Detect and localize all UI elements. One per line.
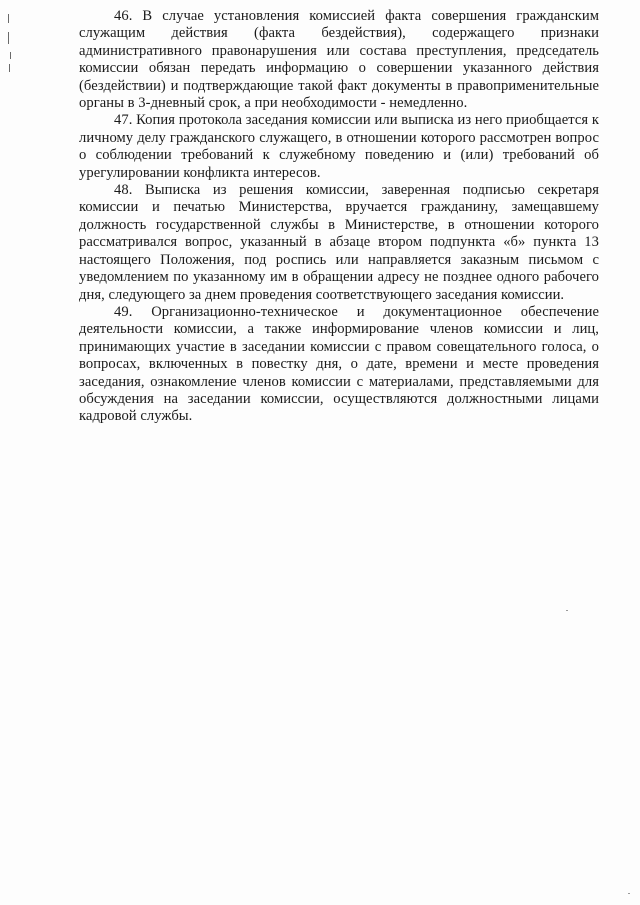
paragraph-49: 49. Организационно-техническое и документационное обеспечение деятельности комиссии, а также информирование членов комиссии и лиц, принимающих участие в заседании комиссии с правом совещательного голоса, о вопросах, включенных в повестку дня, о дате, времени и месте проведения заседания, ознакомление членов комиссии с материалами, представляемыми для обсуждения на заседании комиссии, осуществляются должностными лицами кадровой службы.	[79, 303, 599, 425]
scan-speck	[628, 893, 630, 894]
paragraph-46: 46. В случае установления комиссией факта совершения гражданским служащим действия (факта бездействия), содержащего признаки административного правонарушения или состава преступления, председатель комиссии обязан передать информацию о совершении указанного действия (бездействии) и подтверждающие такой факт документы в правоприменительные органы в 3-дневный срок, а при необходимости - немедленно.	[79, 8, 599, 112]
document-body	[79, 8, 599, 426]
scan-speck	[566, 610, 568, 611]
scan-margin-marks	[8, 14, 18, 74]
paragraph-48: 48. Выписка из решения комиссии, заверенная подписью секретаря комиссии и печатью Министерства, вручается гражданину, замещавшему должность государственной службы в Министерстве, в отношении которого рассматривался вопрос, указанный в абзаце втором подпункта «б» пункта 13 настоящего Положения, под роспись или направляется заказным письмом с уведомлением по указанному им в обращении адресу не позднее одного рабочего дня, следующего за днем проведения соответствующего заседания комиссии.	[79, 182, 599, 303]
paragraph-47: 47. Копия протокола заседания комиссии или выписка из него приобщается к личному делу гражданского служащего, в отношении которого рассмотрен вопрос о соблюдении требований к служебному поведению и (или) требований об урегулировании конфликта интересов.	[79, 112, 599, 181]
